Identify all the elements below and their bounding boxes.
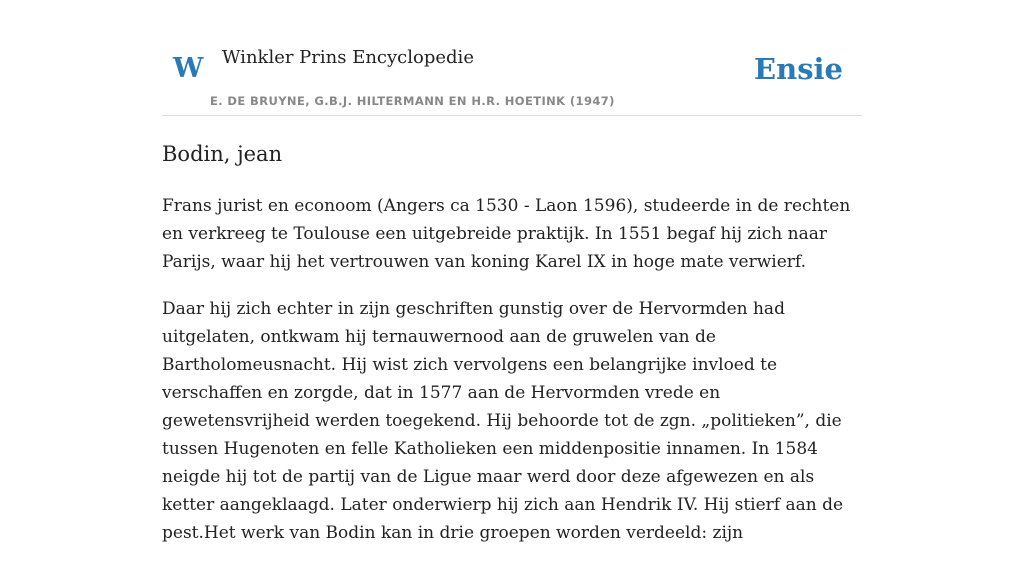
page bbox=[162, 0, 862, 543]
source-header bbox=[162, 0, 862, 116]
winkler-prins-logo[interactable]: W bbox=[173, 53, 204, 84]
article-paragraph: Frans jurist en econoom (Angers ca 1530 - Laon 1596), studeerde in de rechten en verkreeg te Toulouse een uitgebreide praktijk. In 1551 begaf hij zich naar Parijs, waar hij het vertrouwen van koning Karel IX in hoge mate verwierf. bbox=[162, 196, 851, 272]
ensie-logo[interactable]: Ensie bbox=[754, 52, 843, 86]
article-title: Bodin, jean bbox=[162, 142, 283, 166]
article-paragraph: Daar hij zich echter in zijn geschriften gunstig over de Hervormden had uitgelaten, ontkwam hij ternauwernood aan de gruwelen van de Bartholomeusnacht. Hij wist zich vervolgens een belangrijke invloed te verschaffen en zorgde, dat in 1577 aan de Hervormden vrede en gewetensvrijheid werden toegekend. Hij behoorde tot de zgn. „politieken”, die tussen Hugenoten en felle Katholieken een middenpositie innamen. In 1584 neigde hij tot de partij van de Ligue maar werd door deze afgewezen en als ketter aangeklaagd. Later onderwierp hij zich aan Hendrik IV. Hij stierf aan de pest.Het werk van Bodin kan in drie groepen worden verdeeld: zijn bbox=[162, 299, 844, 543]
article-body bbox=[162, 192, 862, 566]
source-title[interactable]: Winkler Prins Encyclopedie bbox=[222, 47, 474, 68]
source-authors: E. DE BRUYNE, G.B.J. HILTERMANN EN H.R. HOETINK (1947) bbox=[210, 94, 615, 108]
